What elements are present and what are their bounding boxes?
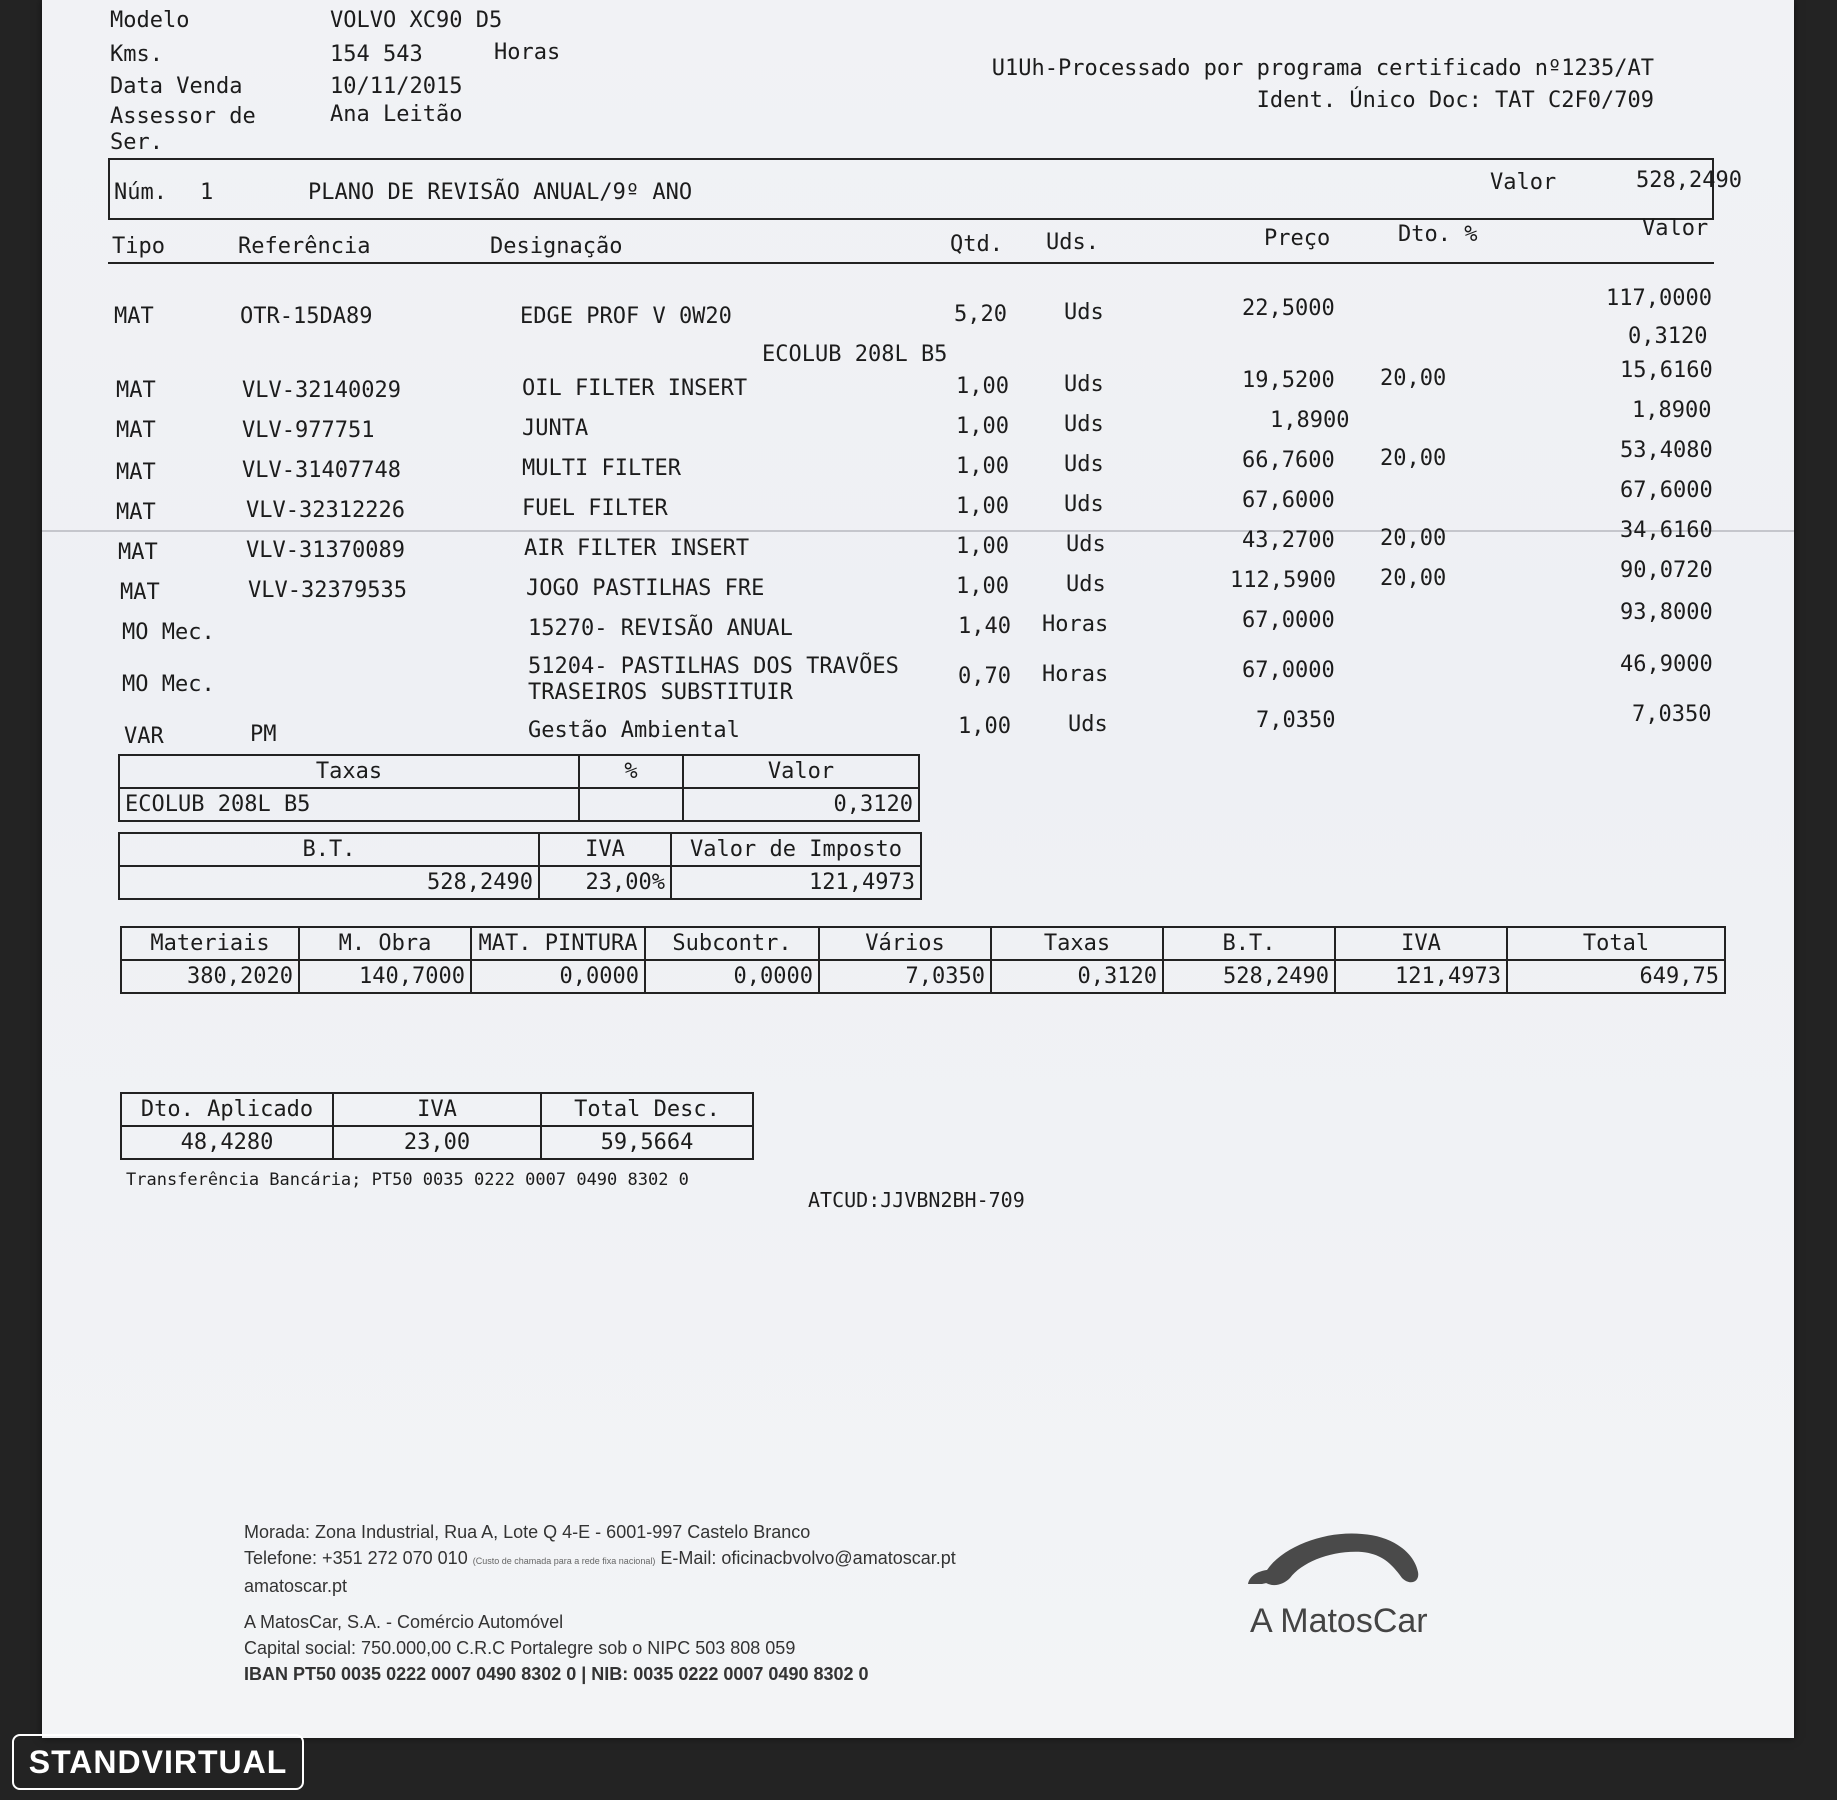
line-valor: 67,6000 — [1620, 478, 1713, 503]
totals-header: Vários — [819, 927, 991, 960]
field-value-kms: 154 543 — [330, 42, 423, 67]
imposto-header-iva: IVA — [539, 833, 671, 866]
col-valor: Valor — [1642, 216, 1709, 241]
line-ref: VLV-32140029 — [242, 378, 401, 403]
plan-num-label: Núm. — [114, 180, 167, 205]
line-ref: VLV-31407748 — [242, 458, 401, 483]
imposto-iva: 23,00% — [539, 866, 671, 899]
line-qtd: 0,70 — [958, 664, 1011, 689]
line-valor: 93,8000 — [1620, 600, 1713, 625]
line-tipo: MAT — [118, 540, 158, 565]
line-uds: Horas — [1042, 662, 1109, 687]
line-preco: 43,2700 — [1242, 528, 1335, 553]
totals-header: MAT. PINTURA — [471, 927, 645, 960]
line-preco: 67,0000 — [1242, 608, 1335, 633]
line-preco: 22,5000 — [1242, 296, 1335, 321]
col-qtd: Qtd. — [950, 232, 1003, 257]
brand-name: A MatosCar — [1250, 1602, 1428, 1640]
desconto-table — [120, 1092, 754, 1160]
field-label-ser: Ser. — [110, 130, 163, 155]
line-desig: OIL FILTER INSERT — [522, 376, 748, 401]
plan-num: 1 — [200, 180, 214, 205]
desconto-value: 23,00 — [333, 1126, 541, 1159]
line-uds: Uds — [1068, 712, 1108, 737]
line-valor: 1,8900 — [1632, 398, 1712, 423]
line-preco: 19,5200 — [1242, 368, 1335, 393]
paper-fold — [42, 530, 1794, 532]
line-preco: 67,6000 — [1242, 488, 1335, 513]
line-desig: MULTI FILTER — [522, 456, 681, 481]
totals-value: 528,2490 — [1163, 960, 1335, 993]
totals-value: 380,2020 — [121, 960, 299, 993]
line-ref: PM — [250, 722, 277, 747]
taxas-name: ECOLUB 208L B5 — [119, 788, 579, 821]
totals-value: 0,3120 — [991, 960, 1163, 993]
line-ref: OTR-15DA89 — [240, 304, 373, 329]
line-qtd: 1,00 — [956, 414, 1009, 439]
line-uds: Uds — [1064, 412, 1104, 437]
col-tipo: Tipo — [112, 234, 165, 259]
totals-header: M. Obra — [299, 927, 471, 960]
imposto-valor: 121,4973 — [671, 866, 921, 899]
desconto-value: 59,5664 — [541, 1126, 753, 1159]
footer-address: Morada: Zona Industrial, Rua A, Lote Q 4-E - 6001-997 Castelo Branco — [244, 1522, 811, 1542]
line-valor: 7,0350 — [1632, 702, 1712, 727]
taxas-valor: 0,3120 — [683, 788, 919, 821]
plan-title: PLANO DE REVISÃO ANUAL/9º ANO — [308, 180, 693, 205]
atcud: ATCUD:JJVBN2BH-709 — [808, 1188, 1025, 1212]
line-tipo: MAT — [116, 378, 156, 403]
col-dto: Dto. % — [1398, 222, 1478, 247]
line-ref: VLV-32312226 — [246, 498, 405, 523]
line-valor: 90,0720 — [1620, 558, 1713, 583]
line-qtd: 1,00 — [956, 454, 1009, 479]
line-uds: Uds — [1066, 532, 1106, 557]
taxas-header-valor: Valor — [683, 755, 919, 788]
line-valor: 46,9000 — [1620, 652, 1713, 677]
field-value-modelo: VOLVO XC90 D5 — [330, 8, 503, 33]
line-uds: Uds — [1064, 300, 1104, 325]
desconto-header: Total Desc. — [541, 1093, 753, 1126]
line-tipo: MAT — [116, 500, 156, 525]
footer-website[interactable]: amatoscar.pt — [244, 1576, 348, 1596]
taxas-pct — [579, 788, 683, 821]
line-uds: Uds — [1064, 452, 1104, 477]
col-referencia: Referência — [238, 234, 371, 259]
field-label-data-venda: Data Venda — [110, 74, 243, 99]
plan-box — [108, 158, 1742, 220]
field-label-modelo: Modelo — [110, 8, 190, 33]
line-desig: AIR FILTER INSERT — [524, 536, 750, 561]
line-ref: VLV-977751 — [242, 418, 375, 443]
line-desig: 51204- PASTILHAS DOS TRAVÕES — [528, 654, 899, 679]
footer-capital: Capital social: 750.000,00 C.R.C Portalegre sob o NIPC 503 808 059 — [244, 1638, 796, 1658]
line-valor: 117,0000 — [1606, 286, 1712, 311]
field-label-assessor: Assessor de — [110, 104, 256, 129]
totals-header: B.T. — [1163, 927, 1335, 960]
field-value-data-venda: 10/11/2015 — [330, 74, 463, 99]
footer-company: A MatosCar, S.A. - Comércio Automóvel — [244, 1612, 564, 1632]
taxas-table — [118, 754, 920, 822]
cert-line-1: U1Uh-Processado por programa certificado nº1235/AT — [991, 56, 1654, 81]
line-qtd: 5,20 — [954, 302, 1007, 327]
line-preco: 112,5900 — [1230, 568, 1336, 593]
footer-iban: IBAN PT50 0035 0222 0007 0490 8302 0 | NIB: 0035 0222 0007 0490 8302 0 — [244, 1664, 869, 1684]
invoice-paper — [42, 0, 1794, 1738]
line-valor: 53,4080 — [1620, 438, 1713, 463]
totals-header: Total — [1507, 927, 1725, 960]
line-uds: Uds — [1064, 492, 1104, 517]
desconto-header: Dto. Aplicado — [121, 1093, 333, 1126]
totals-value: 121,4973 — [1335, 960, 1507, 993]
cert-line-2: Ident. Único Doc: TAT C2F0/709 — [1256, 88, 1654, 113]
taxas-header-pct: % — [579, 755, 683, 788]
header-rule — [108, 262, 1714, 264]
line-preco: 67,0000 — [1242, 658, 1335, 683]
line-tipo: MAT — [116, 418, 156, 443]
totals-value: 140,7000 — [299, 960, 471, 993]
line-desig: JUNTA — [522, 416, 589, 441]
line-uds: Uds — [1066, 572, 1106, 597]
imposto-header-bt: B.T. — [119, 833, 539, 866]
totals-value: 0,0000 — [645, 960, 819, 993]
col-uds: Uds. — [1046, 230, 1099, 255]
line-desig: JOGO PASTILHAS FRE — [526, 576, 765, 601]
totals-header: Subcontr. — [645, 927, 819, 960]
line-valor: 15,6160 — [1620, 358, 1713, 383]
line-desig: ECOLUB 208L B5 — [762, 342, 948, 367]
line-preco: 1,8900 — [1270, 408, 1350, 433]
line-valor: 34,6160 — [1620, 518, 1713, 543]
line-dto: 20,00 — [1380, 366, 1447, 391]
line-desig: 15270- REVISÃO ANUAL — [528, 616, 793, 641]
line-qtd: 1,00 — [956, 494, 1009, 519]
line-tipo: MAT — [116, 460, 156, 485]
footer-phone: Telefone: +351 272 070 010 — [244, 1548, 468, 1568]
line-qtd: 1,40 — [958, 614, 1011, 639]
line-desig: FUEL FILTER — [522, 496, 668, 521]
footer-phone-note: (Custo de chamada para a rede fixa nacional) — [472, 1556, 656, 1566]
line-dto: 20,00 — [1380, 566, 1447, 591]
taxas-header-name: Taxas — [119, 755, 579, 788]
imposto-header-valor: Valor de Imposto — [671, 833, 921, 866]
line-tipo: VAR — [124, 724, 164, 749]
totals-header: Taxas — [991, 927, 1163, 960]
col-designacao: Designação — [490, 234, 623, 259]
standvirtual-watermark: STANDVIRTUAL — [12, 1734, 304, 1790]
line-qtd: 1,00 — [956, 574, 1009, 599]
line-tipo: MAT — [120, 580, 160, 605]
plan-valor: 528,2490 — [1636, 168, 1742, 193]
line-preco: 7,0350 — [1256, 708, 1336, 733]
totals-value: 7,0350 — [819, 960, 991, 993]
line-preco: 66,7600 — [1242, 448, 1335, 473]
line-desig: Gestão Ambiental — [528, 718, 740, 743]
line-desig: EDGE PROF V 0W20 — [520, 304, 732, 329]
desconto-value: 48,4280 — [121, 1126, 333, 1159]
line-qtd: 1,00 — [956, 534, 1009, 559]
col-preco: Preço — [1264, 226, 1331, 251]
plan-valor-label: Valor — [1490, 170, 1557, 195]
totals-value: 0,0000 — [471, 960, 645, 993]
totals-header: IVA — [1335, 927, 1507, 960]
line-dto: 20,00 — [1380, 526, 1447, 551]
field-label-kms: Kms. — [110, 42, 163, 67]
line-uds: Uds — [1064, 372, 1104, 397]
payment-line: Transferência Bancária; PT50 0035 0222 0007 0490 8302 0 — [126, 1170, 689, 1190]
line-ref: VLV-32379535 — [248, 578, 407, 603]
field-extra-horas: Horas — [494, 40, 561, 65]
line-tipo: MAT — [114, 304, 154, 329]
footer-email[interactable]: E-Mail: oficinacbvolvo@amatoscar.pt — [660, 1548, 956, 1568]
totals-total: 649,75 — [1507, 960, 1725, 993]
totals-header: Materiais — [121, 927, 299, 960]
line-uds: Horas — [1042, 612, 1109, 637]
line-dto: 20,00 — [1380, 446, 1447, 471]
field-value-assessor: Ana Leitão — [330, 102, 463, 127]
footer-phone-line — [244, 1548, 956, 1569]
line-desig-cont: TRASEIROS SUBSTITUIR — [528, 680, 793, 705]
line-valor: 0,3120 — [1628, 324, 1708, 349]
line-qtd: 1,00 — [958, 714, 1011, 739]
imposto-bt: 528,2490 — [119, 866, 539, 899]
line-tipo: MO Mec. — [122, 620, 215, 645]
desconto-header: IVA — [333, 1093, 541, 1126]
imposto-table — [118, 832, 922, 900]
matoscar-logo-icon — [1242, 1520, 1432, 1600]
line-ref: VLV-31370089 — [246, 538, 405, 563]
line-tipo: MO Mec. — [122, 672, 215, 697]
totals-table — [120, 926, 1726, 994]
line-qtd: 1,00 — [956, 374, 1009, 399]
